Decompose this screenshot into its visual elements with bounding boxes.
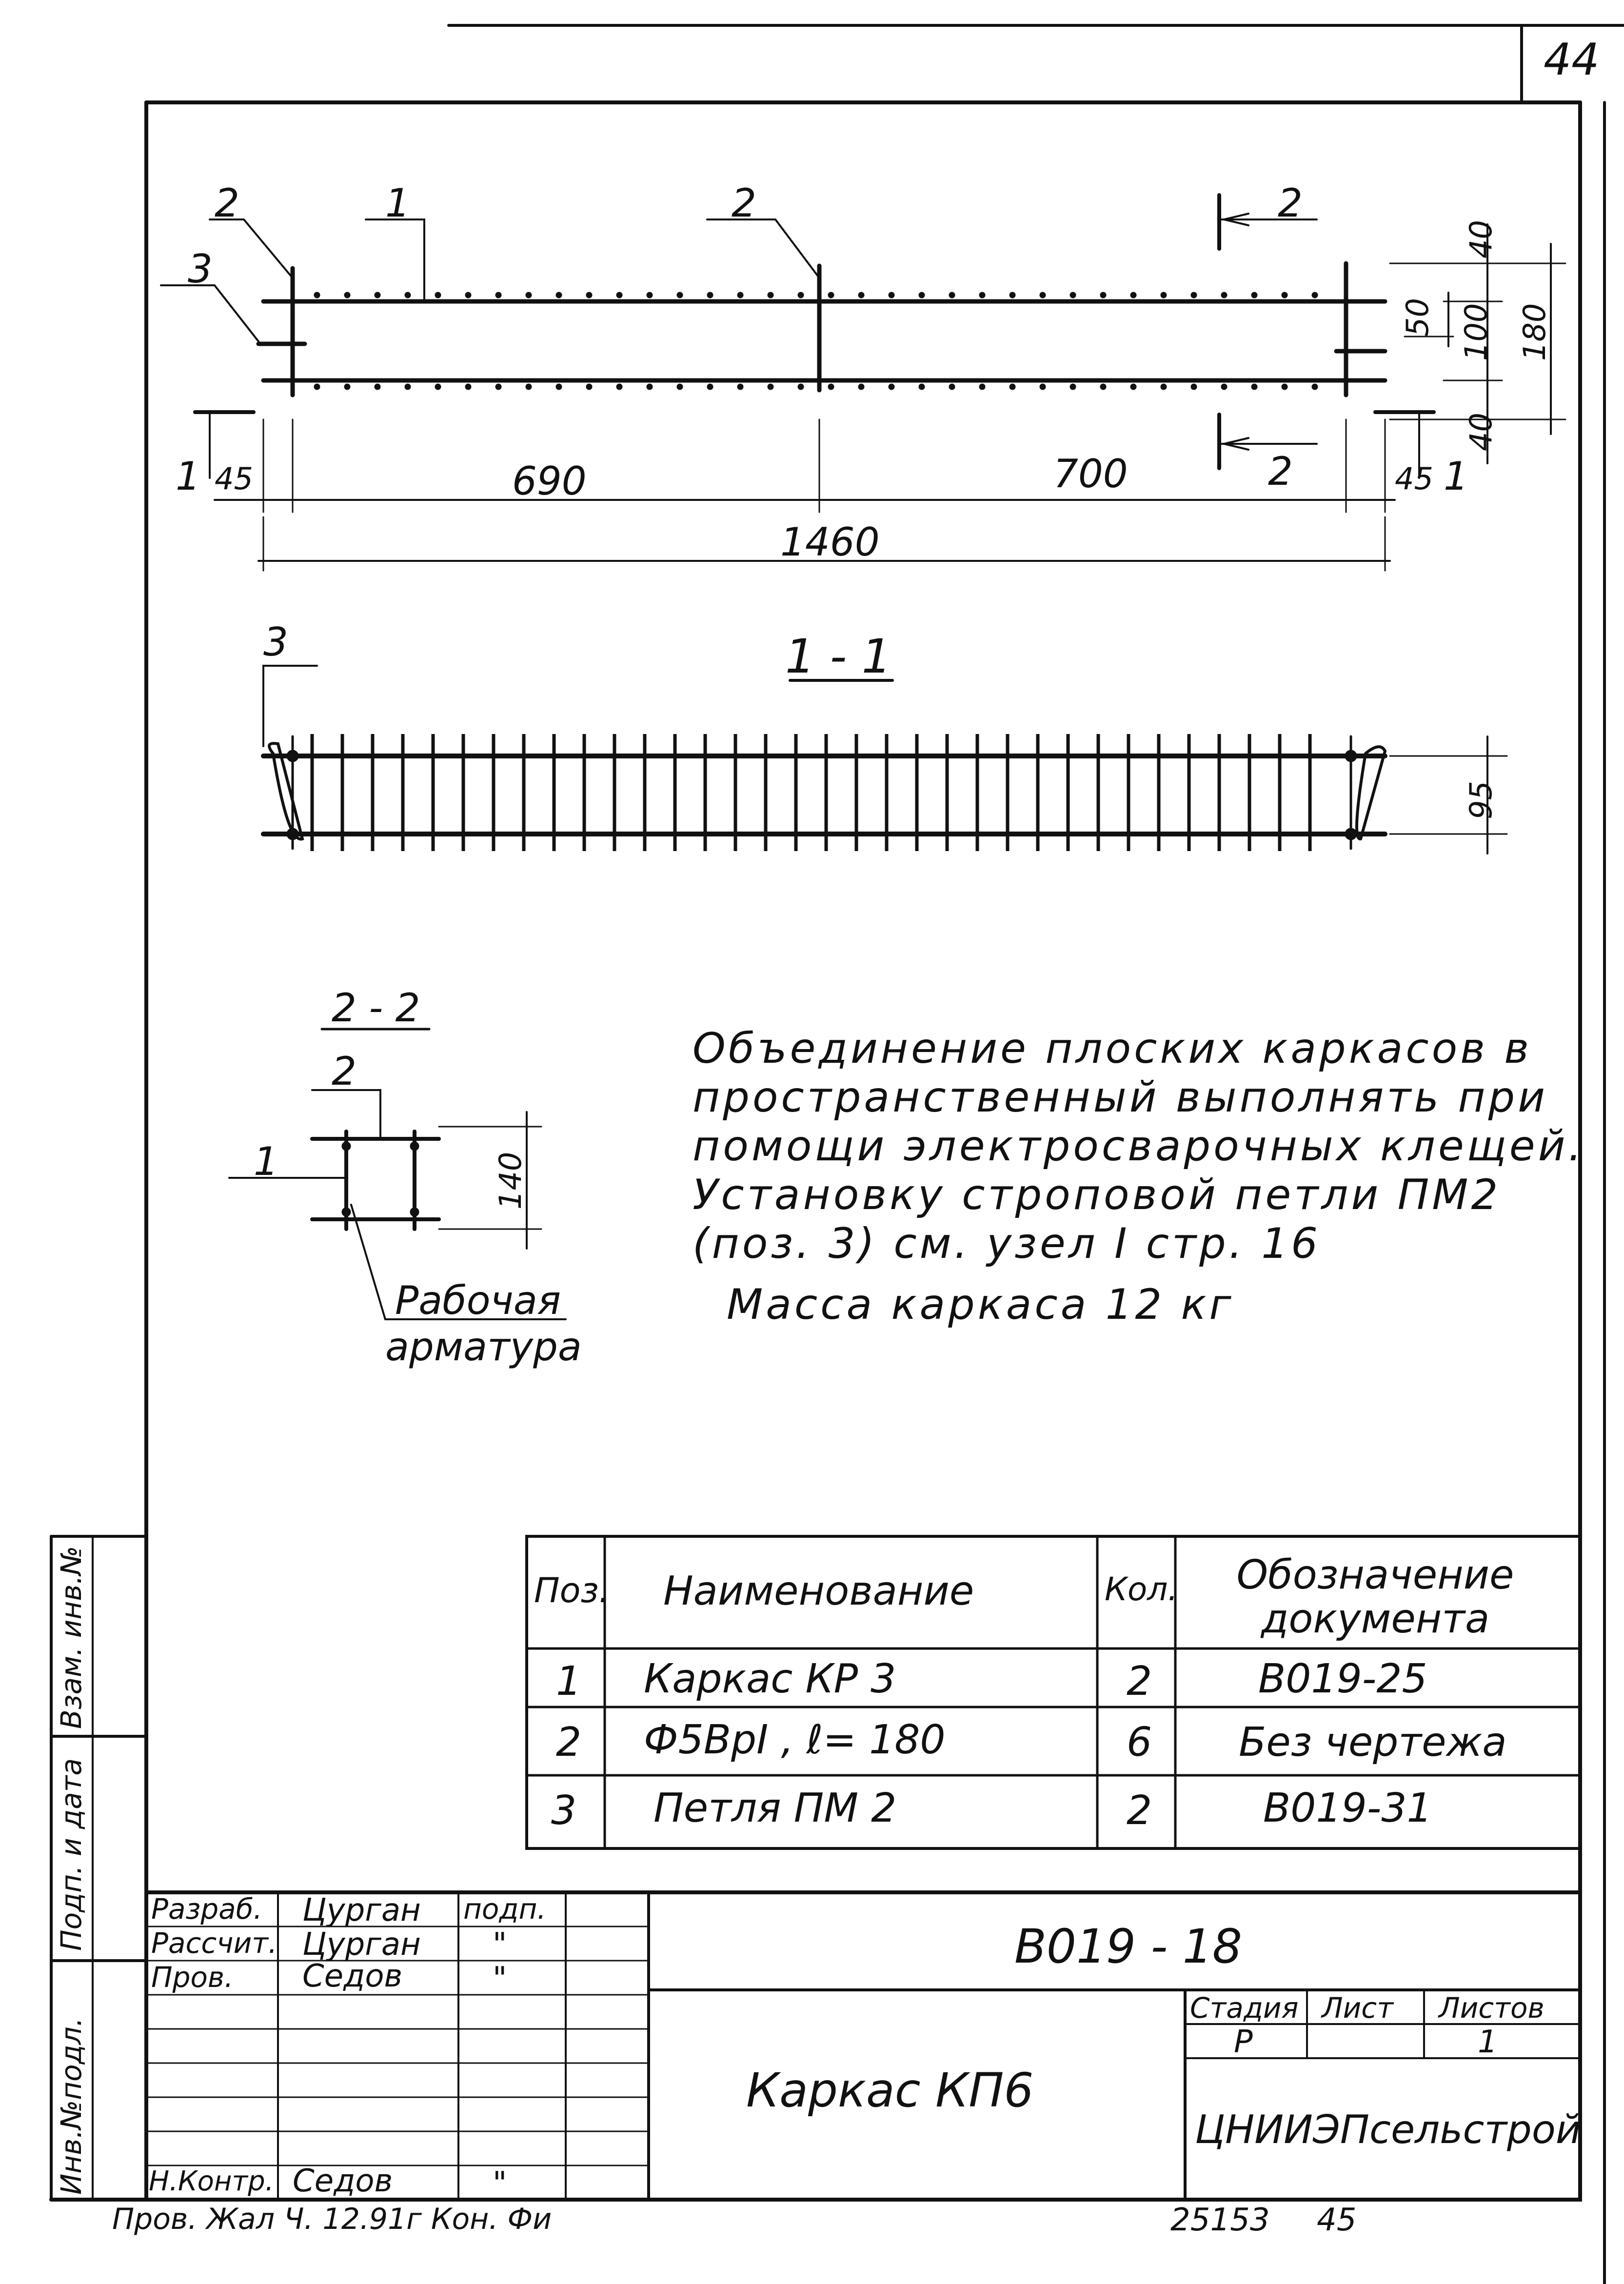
dimension-label: 50 [1400, 298, 1435, 337]
rebar-dot [979, 292, 985, 298]
position-label: 1 [385, 180, 410, 226]
rebar-dot [556, 292, 562, 298]
dimension-label: 100 [1458, 303, 1494, 361]
rebar-dot [677, 292, 683, 298]
title-person: Цурган [302, 1927, 421, 1963]
title-role: Разраб. [151, 1892, 262, 1926]
rebar-dot [919, 292, 925, 298]
rebar-dot [1130, 384, 1136, 390]
callout-label: Рабочая [395, 1278, 561, 1323]
spec-cell-doc: В019-25 [1258, 1656, 1427, 1702]
rebar-dot [707, 384, 713, 390]
rebar-dot [858, 292, 864, 298]
rebar-dot [314, 384, 320, 390]
spec-cell-pos: 1 [556, 1658, 582, 1705]
spec-cell-pos: 3 [551, 1787, 577, 1834]
dimension-label: 40 [1463, 220, 1499, 258]
rebar-dot [737, 384, 743, 390]
section-title: 1 - 1 [785, 629, 891, 684]
section-mark-label: 1 [176, 454, 200, 499]
rebar-dot [1345, 828, 1357, 840]
note-line: Установку строповой петли ПМ2 [693, 1171, 1501, 1219]
rebar-dot [1040, 384, 1046, 390]
position-label: 3 [188, 246, 213, 292]
section-title: 2 - 2 [332, 985, 420, 1031]
rebar-dot [1282, 292, 1287, 298]
rebar-dot [344, 384, 350, 390]
rebar-dot [1251, 292, 1257, 298]
rebar-dot [375, 292, 380, 298]
rebar-dot [342, 1208, 351, 1216]
rebar-dot [287, 828, 298, 840]
rebar-dot [405, 384, 411, 390]
rebar-dot [287, 750, 298, 762]
title-sign: " [493, 1927, 507, 1963]
rebar-dot [1161, 384, 1167, 390]
rebar-dot [889, 292, 894, 298]
note-line: помощи электросварочных клещей. [693, 1122, 1584, 1171]
dimension-label: 700 [1053, 451, 1128, 497]
rebar-dot [1191, 292, 1197, 298]
rebar-dot [768, 292, 773, 298]
section-mark-label: 2 [1268, 449, 1293, 494]
rebar-dot [1100, 384, 1106, 390]
spec-header-name: Наименование [663, 1568, 974, 1614]
rebar-dot [495, 292, 501, 298]
spec-cell-pos: 2 [556, 1719, 582, 1766]
rebar-dot [707, 292, 713, 298]
title-role: Пров. [151, 1961, 234, 1994]
spec-cell-name: Петля ПМ 2 [654, 1785, 897, 1831]
rebar-dot [405, 292, 411, 298]
sheet-header: Лист [1322, 1991, 1393, 2025]
rebar-dot [919, 384, 925, 390]
rebar-dot [1221, 384, 1227, 390]
rebar-dot [737, 292, 743, 298]
rebar-dot [586, 292, 592, 298]
spec-header-qty: Кол. [1105, 1570, 1178, 1608]
mass-note: Масса каркаса 12 кг [727, 1280, 1234, 1329]
rebar-dot [1251, 384, 1257, 390]
rebar-dot [556, 384, 562, 390]
rebar-dot [1221, 292, 1227, 298]
rebar-dot [889, 384, 894, 390]
title-role: Н.Контр. [149, 2165, 274, 2197]
rebar-dot [1312, 292, 1318, 298]
stage-value: Р [1234, 2024, 1253, 2060]
rebar-dot [677, 384, 683, 390]
rebar-dot [375, 384, 380, 390]
rebar-dot [1312, 384, 1318, 390]
title-sign: подп. [463, 1892, 546, 1926]
rebar-dot [410, 1208, 419, 1216]
dimension-label: 180 [1517, 303, 1552, 361]
rebar-dot [798, 292, 804, 298]
rebar-dot [465, 292, 471, 298]
rebar-dot [410, 1142, 419, 1151]
rebar-dot [949, 384, 955, 390]
sheets-value: 1 [1478, 2024, 1498, 2060]
rebar-dot [1345, 750, 1357, 762]
rebar-dot [616, 384, 622, 390]
rebar-dot [1191, 384, 1197, 390]
side-stamp-inv-orig: Инв.№подл. [55, 2017, 88, 2195]
rebar-dot [526, 384, 532, 390]
page-number: 44 [1544, 34, 1600, 85]
spec-cell-name: Каркас КР 3 [644, 1656, 896, 1702]
position-label: 2 [215, 180, 239, 226]
rebar-dot [1282, 384, 1287, 390]
rebar-dot [858, 384, 864, 390]
rebar-dot [647, 292, 653, 298]
title-person: Цурган [302, 1892, 421, 1928]
dimension-label: 95 [1463, 781, 1499, 819]
rebar-dot [828, 292, 834, 298]
title-person: Седов [293, 2163, 393, 2199]
spec-cell-doc: В019-31 [1263, 1785, 1432, 1831]
note-line: Объединение плоских каркасов в [693, 1024, 1532, 1073]
footer-number: 25153 [1170, 2202, 1270, 2238]
spec-cell-qty: 6 [1127, 1719, 1152, 1766]
rebar-dot [768, 384, 773, 390]
rebar-dot [1070, 292, 1076, 298]
rebar-dot [526, 292, 532, 298]
rebar-dot [314, 292, 320, 298]
spec-header-pos: Поз. [534, 1570, 610, 1610]
side-stamp-inv-replace: Взам. инв.№ [55, 1546, 88, 1729]
rebar-dot [1100, 292, 1106, 298]
sheets-header: Листов [1439, 1991, 1545, 2025]
rebar-dot [1010, 384, 1015, 390]
dimension-label: 45 [1395, 461, 1433, 497]
rebar-dot [1040, 292, 1046, 298]
rebar-dot [465, 384, 471, 390]
side-stamp-sign-date: Подп. и дата [55, 1758, 88, 1951]
stage-header: Стадия [1190, 1991, 1299, 2025]
rebar-dot [1161, 292, 1167, 298]
rebar-dot [798, 384, 804, 390]
dimension-label: 140 [493, 1152, 528, 1210]
dimension-label: 690 [512, 458, 587, 504]
position-label: 1 [254, 1139, 278, 1184]
spec-cell-qty: 2 [1127, 1787, 1152, 1834]
dimension-label: 40 [1463, 413, 1499, 451]
section-mark-label: 2 [1278, 180, 1303, 226]
rebar-dot [435, 384, 441, 390]
rebar-dot [1070, 384, 1076, 390]
footer-note: Пров. Жал Ч. 12.91г Кон. Фи [112, 2202, 552, 2236]
position-label: 2 [332, 1049, 356, 1094]
organization: ЦНИИЭПсельстрой [1195, 2107, 1581, 2152]
drawing-title: Каркас КП6 [746, 2063, 1034, 2118]
spec-cell-name: Ф5ВрI , ℓ= 180 [644, 1717, 946, 1763]
position-label: 2 [732, 180, 756, 226]
rebar-dot [586, 384, 592, 390]
rebar-dot [435, 292, 441, 298]
rebar-dot [949, 292, 955, 298]
position-label: 3 [263, 619, 288, 665]
title-role: Рассчит. [151, 1927, 277, 1960]
spec-cell-doc: Без чертежа [1239, 1719, 1507, 1766]
note-line: пространственный выполнять при [693, 1073, 1548, 1122]
footer-page: 45 [1317, 2202, 1357, 2238]
title-person: Седов [302, 1958, 403, 1994]
rebar-dot [1130, 292, 1136, 298]
rebar-dot [1010, 292, 1015, 298]
spec-header-doc: Обозначение документа [1236, 1552, 1514, 1642]
spec-cell-qty: 2 [1127, 1658, 1152, 1705]
rebar-dot [495, 384, 501, 390]
note-line: (поз. 3) см. узел I стр. 16 [693, 1219, 1321, 1268]
drawing-designation: В019 - 18 [1014, 1919, 1242, 1974]
rebar-dot [344, 292, 350, 298]
rebar-dot [342, 1142, 351, 1151]
overall-dimension: 1460 [780, 519, 880, 565]
title-sign: " [493, 1961, 507, 1997]
section-mark-label: 1 [1444, 454, 1468, 499]
rebar-dot [616, 292, 622, 298]
rebar-dot [828, 384, 834, 390]
rebar-dot [647, 384, 653, 390]
rebar-dot [979, 384, 985, 390]
title-sign: " [493, 2165, 507, 2202]
callout-label: арматура [385, 1324, 582, 1370]
dimension-label: 45 [215, 461, 253, 497]
